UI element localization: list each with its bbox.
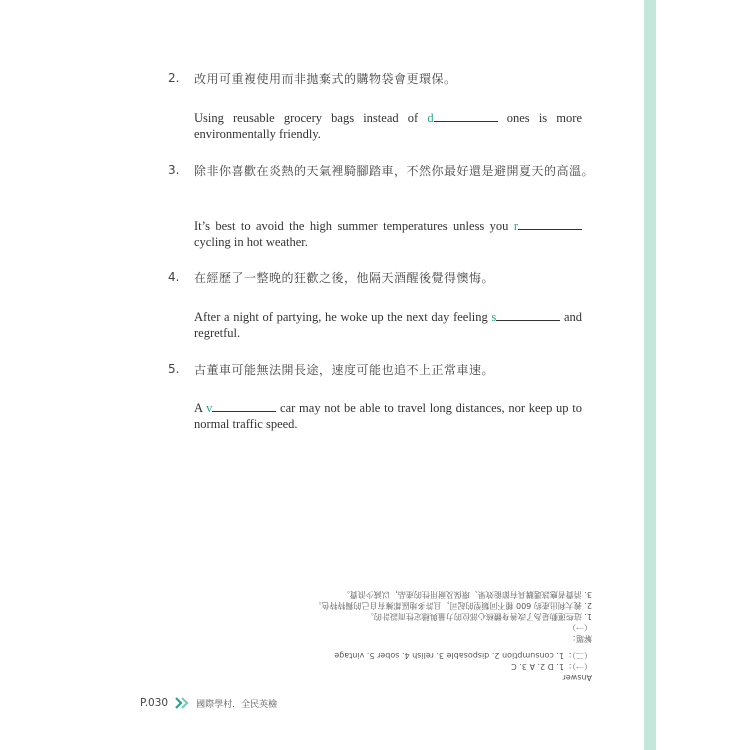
explain-note-2: 2. 義大利出產約 600 種不同類型的起司，且許多地區都擁有自己的獨特特色。 (313, 601, 592, 610)
hint-letter: d (427, 111, 434, 125)
page-edge-sidebar (644, 0, 656, 750)
hint-letter: r (513, 219, 518, 233)
question-chinese: 古董車可能無法開長途，速度可能也追不上正常車速。 (194, 363, 495, 377)
page-footer (140, 696, 277, 710)
explain-note-1: 1. 這些運動是為了改善身體核心部位的力量與穩定性而設計的。 (365, 612, 592, 621)
answer-key-upside-down (272, 563, 592, 683)
publisher-logo-icon (174, 696, 190, 710)
question-chinese: 除非你喜歡在炎熱的天氣裡騎腳踏車，不然你最好還是避開夏天的高溫。 (194, 164, 595, 178)
series-name: 國際學村．全民英檢 (196, 699, 278, 710)
question-english: It’s best to avoid the high summer temperatures unless you r cycling in hot weather. (194, 218, 582, 250)
question-number: 4. (168, 270, 180, 284)
explain-title: 解題： (568, 634, 592, 643)
answer-blank (496, 309, 560, 321)
answer-title: Answer (562, 673, 592, 682)
question-chinese: 在經歷了一整晚的狂歡之後，他隔天酒醒後覺得懊悔。 (194, 271, 495, 285)
hint-letter: s (491, 310, 497, 324)
question-number: 2. (168, 71, 180, 85)
page-number: P.030 (140, 697, 169, 709)
answer-blank (518, 218, 582, 230)
explain-note-3: 3. 消費者應該選購具有節能效果、環保及耐用性的產品，以減少浪費。 (341, 590, 592, 599)
question-english: A v car may not be able to travel long distances, nor keep up to normal traffic speed. (194, 401, 582, 431)
question-chinese: 改用可重複使用而非拋棄式的購物袋會更環保。 (194, 72, 457, 86)
question-number: 5. (168, 362, 180, 376)
question-english: Using reusable grocery bags instead of d ones is more environmentally friendly. (194, 111, 582, 141)
hint-letter: v (206, 401, 213, 415)
question-number: 3. (168, 163, 180, 177)
explain-part: （一） (568, 623, 592, 632)
answer-line-1: （一）：1. D 2. A 3. C (511, 662, 592, 671)
answer-blank (212, 400, 276, 412)
answer-line-2: （二）：1. consumption 2. disposable 3. relish 4. sober 5. vintage (334, 651, 592, 660)
question-english: After a night of partying, he woke up the next day feeling s and regretful. (194, 310, 582, 340)
answer-blank (434, 110, 498, 122)
